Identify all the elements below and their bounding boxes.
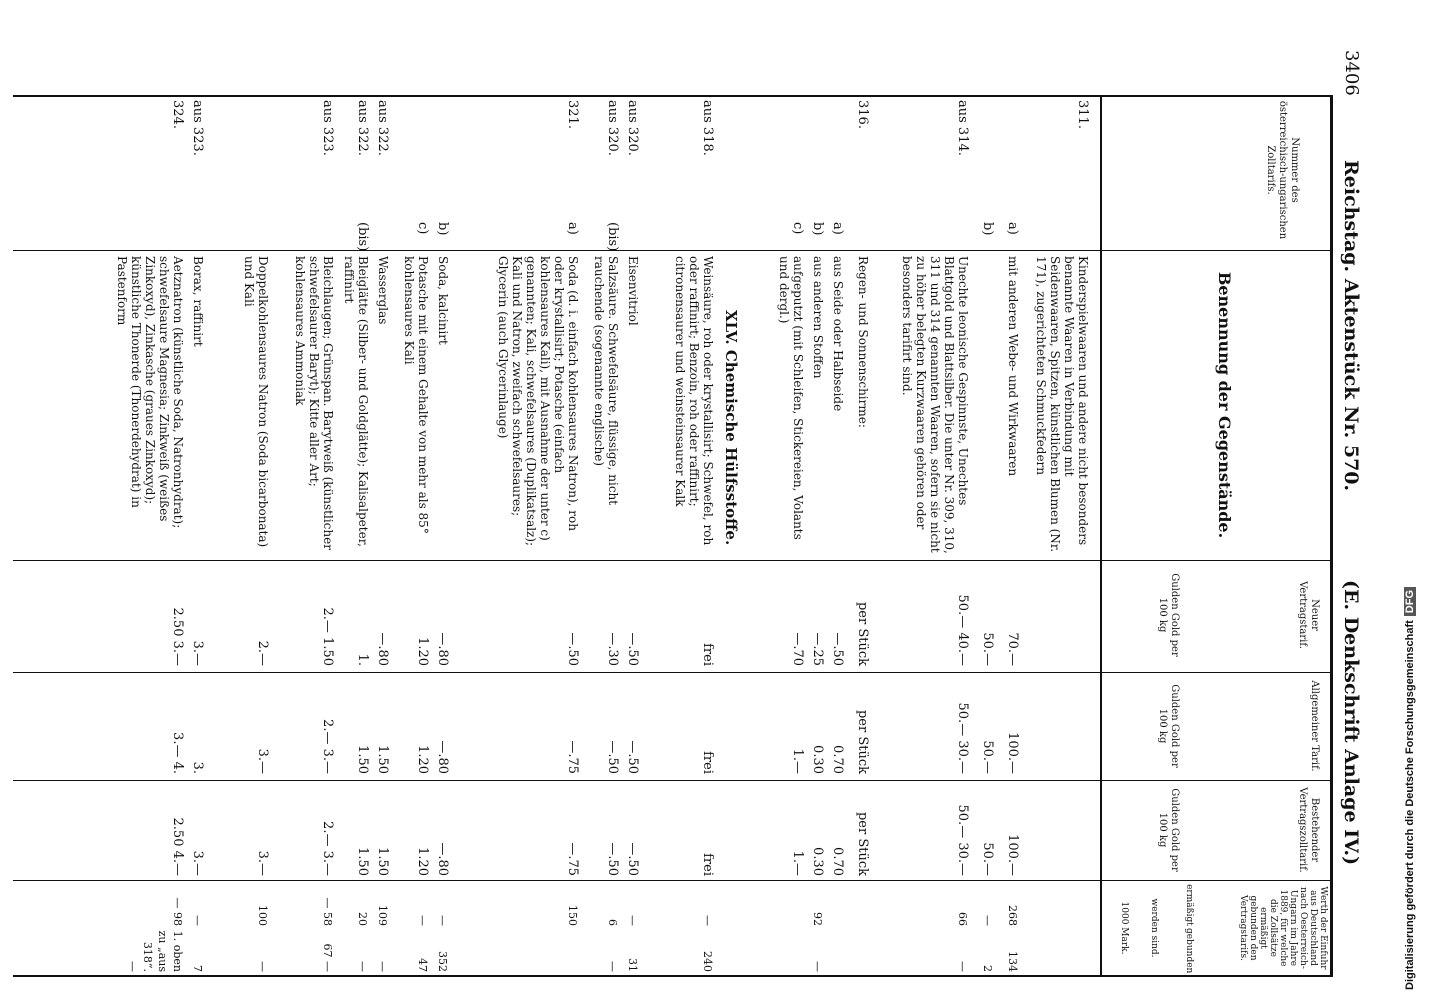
row-number: 324. [170,100,185,129]
table-row [430,0,450,1000]
table-row [210,0,270,1000]
header-value-unit: 1000 Mark. [1119,901,1129,955]
row-description: Unechte leonische Gespinnste, Unechtes Blattgold und Blattsilber. Die unter Nr. 309, 310, 311 und 314 genannten Waaren, sofern sie nicht zu höher belegten Kurzwaaren gehören oder besonders tarifirt sind. [900,256,970,554]
row-existing-rate: —.50 [625,842,640,876]
row-new-rate: —.50 [625,632,640,666]
table-row [845,0,870,1000]
row-number: aus 318. [700,100,715,156]
row-description: Bleichlaugen; Grünspan. Barytweiß (künstlicher schwefelsaurer Baryt); Kitte aller Art; kohlensaures Ammoniak [293,256,335,550]
row-value-bound: — [256,961,269,972]
row-sub: a) [565,222,580,235]
row-value-reduced: — [701,915,714,926]
row-value-bound: 67 — [321,943,334,972]
row-general-rate: 1.50 [355,745,370,774]
row-existing-rate: frei [700,853,715,876]
row-new-rate: —.50 [565,632,580,666]
table-row [870,0,970,1000]
row-general-rate: 2.— 3.— [320,719,335,774]
row-existing-rate: —.75 [565,842,580,876]
row-value-bound: 2 [981,965,994,972]
row-description: Bleiglätte (Silber- und Goldglätte); Kalisalpeter, raffinirt [342,256,370,547]
row-existing-rate: —.80 [435,842,450,876]
row-new-rate: per Stück [855,601,870,666]
top-rule [1330,95,1333,975]
row-number: aus 314. [955,100,970,156]
row-general-rate: 0.70 [830,745,845,774]
row-new-rate: 3.— [190,640,205,666]
row-sub: (bis) [605,222,620,252]
row-number: aus 323. [320,100,335,156]
row-value-reduced: — [416,915,429,926]
row-general-rate: 100.— [1005,732,1020,774]
row-value-reduced: 92 [811,912,824,926]
row-number: 321. [565,100,580,129]
row-general-rate: —.75 [565,740,580,774]
row-new-rate: 2.— [255,640,270,666]
row-number: aus 320. [625,100,640,156]
row-value-reduced: — [626,915,639,926]
row-new-rate: 2.— 1.50 [320,607,335,666]
row-value-reduced: 109 [376,905,389,926]
row-sub: b) [810,222,825,236]
header-new: Neuer Vertragstarif. [1297,581,1320,649]
row-new-rate: 70.— [1005,632,1020,666]
row-value-reduced: 150 [566,905,579,926]
table-row [995,0,1020,1000]
row-new-rate: —.70 [790,632,805,666]
header-general: Allgemeiner Tarif. [1309,680,1320,772]
row-value-bound: — [811,961,824,972]
row-new-rate: —.80 [435,632,450,666]
row-general-rate: 3.— [255,748,270,774]
row-value-reduced: — [191,915,204,926]
row-existing-rate: 3.— [190,850,205,876]
row-new-rate: frei [700,643,715,666]
row-existing-rate: 100.— [1005,834,1020,876]
row-value-bound: 47 [416,958,429,972]
row-sub: a) [830,222,845,235]
row-new-rate: 1. [355,653,370,666]
row-value-reduced: 6 [606,919,619,926]
row-general-rate: 1.— [790,748,805,774]
table-row [185,0,205,1000]
header-number: Nummer des österreichisch-ungarischen Zolltarifs. [1265,100,1300,240]
dfg-stamp [1394,10,1424,990]
row-value-bound: 352 [436,951,449,972]
row-general-rate: frei [700,751,715,774]
row-description: Doppelkohlensaures Natron (Soda bicarbonata) und Kali [242,256,270,548]
table-row [805,0,825,1000]
header-left: Reichstag. Aktenstück Nr. 570. [1340,160,1362,492]
row-general-rate: 50.— 30.— [955,702,970,774]
row-number: aus 323. [190,100,205,156]
row-value-bound: — [356,961,369,972]
row-new-rate: —.30 [605,632,620,666]
row-value-bound: — [956,961,969,972]
row-value-reduced: — 58 [321,897,334,926]
row-value-bound: 240 [701,951,714,972]
row-general-rate: 3. [190,761,205,774]
table-row [460,0,580,1000]
row-value-bound: — [606,961,619,972]
row-description: Wasserglas [376,256,390,325]
row-existing-rate: —.50 [605,842,620,876]
row-general-rate: —.50 [625,740,640,774]
row-sub: c) [790,222,805,235]
header-value: Werth der Einfuhr aus Deutschland nach Oesterreich-Ungarn im Jahre 1889, für welche die Zollsätze ermäßigt gebunden den Vertragstarifs. [1238,886,1328,970]
row-existing-rate: 1.— [790,850,805,876]
row-description: aus Seide oder Halbseide [831,256,845,412]
row-general-rate: 3.— 4. [170,732,185,774]
row-new-rate: —.25 [810,632,825,666]
row-description: aus anderen Stoffen [811,256,825,379]
table-row [970,0,995,1000]
row-number: aus 322. [375,100,390,156]
page-number: 3406 [1341,50,1362,96]
row-new-rate: —.50 [830,632,845,666]
row-value-bound: 1. oben zu „aus 318“. — [126,930,184,972]
header-rule [1100,95,1102,975]
row-general-rate: —.50 [605,740,620,774]
row-sub: c) [415,222,430,235]
row-description: Weinsäure, roh oder krystallisirt; Schwefel, roh oder raffinirt; Benzoin, roh oder raffinirt; citronensaurer und weinsteinsaurer Kalk [673,256,715,546]
row-existing-rate: 3.— [255,850,270,876]
dfg-logo: DFG [1404,587,1416,616]
row-existing-rate: 1.20 [415,847,430,876]
row-existing-rate: 1.50 [355,847,370,876]
row-description: Soda (d. i. einfach kohlensaures Natron), roh oder krystallisirt; Potasche (einfach kohlensaures Kali), mit Ausnahme der unter c) genannten; Kali, schwefelsaures (Duplikatsalz); Kali und Natron, zweifach schwefelsaures; Glycerin (auch Glycerinlauge) [496,256,580,547]
row-number: aus 320. [605,100,620,156]
row-general-rate: 1.50 [375,745,390,774]
row-general-rate: —.80 [435,740,450,774]
row-value-bound: 31 [626,958,639,972]
row-existing-rate: 50.— 30.— [955,804,970,876]
row-existing-rate: 2.50 4.— [170,817,185,876]
row-new-rate: 50.— [980,632,995,666]
row-value-reduced: 20 [356,912,369,926]
row-value-reduced: 268 [1006,905,1019,926]
row-description: mit anderen Webe- und Wirkwaaren [1006,256,1020,477]
table-row [65,0,185,1000]
row-description: Aetznatron (künstliche Soda, Natronhydrat); schwefelsaure Magnesia; Zinkweiß (weißes Zinkoxyd), Zinkasche (graues Zinkoxyd); künstliche Thonerde (Thonerdehydrat) in Pastenform [115,256,185,529]
row-existing-rate: 0.30 [810,847,825,876]
row-new-rate: 2.50 3.— [170,607,185,666]
header-bound: gebunden [1184,928,1194,974]
table-row [825,0,845,1000]
row-value-bound: — [376,961,389,972]
row-description: Regen- und Sonnenschirme: [856,256,870,428]
row-sub: (bis) [355,222,370,252]
row-description: Kinderspielwaaren und andere nicht besonders benannte Waaren in Verbindung mit Seidenwaaren, Spitzen, künstlichen Blumen (Nr. 171), zugerichteten Schmuckfedern [1034,256,1090,553]
header-general-unit: Gulden Gold per 100 kg [1157,684,1180,768]
row-sub: b) [980,222,995,236]
row-number: aus 322. [355,100,370,156]
row-value-bound: 134 [1006,951,1019,972]
table-row [1020,0,1090,1000]
header-right: (E. Denkschrift Anlage IV.) [1340,580,1362,866]
row-description: Salzsäure. Schwefelsäure, flüssige, nicht rauchende (sogenannte englische) [592,256,620,506]
row-description: Borax, raffinirt [191,256,205,347]
row-existing-rate: 0.70 [830,847,845,876]
row-value-reduced: — [436,915,449,926]
stamp-text: Digitalisierung gefördert durch die Deutsche Forschungsgemeinschaft [1404,620,1416,990]
table-row [620,0,640,1000]
table-row [765,0,805,1000]
row-value-bound: 7 [191,965,204,972]
row-value-reduced: 100 [256,905,269,926]
header-existing-unit: Gulden Gold per 100 kg [1157,788,1180,872]
row-value-reduced: — [981,915,994,926]
row-new-rate: —.80 [375,632,390,666]
row-existing-rate: 2.— 3.— [320,821,335,876]
row-new-rate: 50.— 40.— [955,594,970,666]
row-existing-rate: 1.50 [375,847,390,876]
row-sub: a) [1005,222,1020,235]
table-row [390,0,430,1000]
row-description: Soda, kalcinirt [436,256,450,345]
header-value-note: werden sind. [1149,898,1159,958]
row-description: Potasche mit einem Gehalte von mehr als 85° kohlensaures Kali [402,256,430,534]
row-existing-rate: 50.— [980,842,995,876]
row-value-reduced: 66 [956,912,969,926]
header-reduced: ermäßigt [1184,884,1194,926]
row-general-rate: 1.20 [415,745,430,774]
table-row [275,0,335,1000]
row-existing-rate: per Stück [855,811,870,876]
table-row [645,0,715,1000]
row-general-rate: 50.— [980,740,995,774]
row-description: Eisenvitriol [626,256,640,326]
table-row [370,0,390,1000]
row-sub: b) [435,222,450,236]
header-name: Benennung der Gegenstände. [1215,271,1234,539]
header-existing: Bestehender Vertragszolltarif. [1297,787,1320,873]
row-value-reduced: — 98 [171,897,184,926]
table-row [340,0,370,1000]
row-number: 311. [1075,100,1090,129]
row-general-rate: 0.30 [810,745,825,774]
table-row [580,0,620,1000]
row-number: 316. [855,100,870,129]
section-title: XLV. Chemische Hülfsstoffe. [722,310,740,546]
row-general-rate: per Stück [855,709,870,774]
row-new-rate: 1.20 [415,637,430,666]
row-description: aufgeputzt (mit Schleifen, Stickereien, Volants und dergl.) [777,256,805,540]
header-new-unit: Gulden Gold per 100 kg [1157,573,1180,657]
